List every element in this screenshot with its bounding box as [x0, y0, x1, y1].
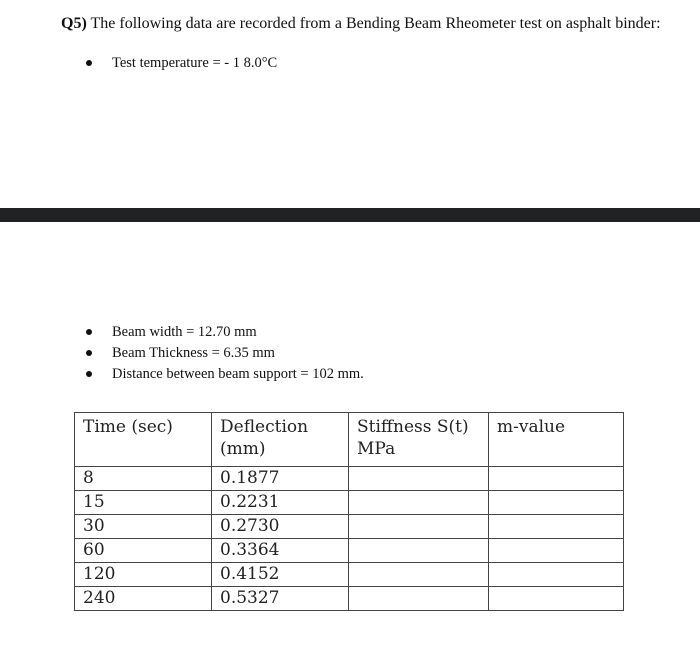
cell-time: 60 [75, 539, 212, 563]
cell-time: 120 [75, 563, 212, 587]
cell-deflection: 0.2231 [212, 491, 349, 515]
cell-deflection: 0.2730 [212, 515, 349, 539]
cell-stiffness [349, 491, 489, 515]
cell-time: 240 [75, 587, 212, 611]
table-row [75, 563, 624, 587]
cell-m-value [489, 491, 624, 515]
list-item: Beam Thickness = 6.35 mm [86, 343, 364, 364]
cell-m-value [489, 515, 624, 539]
list-item: Test temperature = - 1 8.0°C [86, 52, 277, 74]
question-text: The following data are recorded from a Bending Beam Rheometer test on asphalt binder: [90, 15, 661, 32]
cell-deflection: 0.1877 [212, 467, 349, 491]
question-number: Q5) [61, 15, 87, 32]
cell-stiffness [349, 587, 489, 611]
cell-time: 15 [75, 491, 212, 515]
list-item: Beam width = 12.70 mm [86, 322, 364, 343]
cell-deflection: 0.4152 [212, 563, 349, 587]
table-row [75, 587, 624, 611]
question-heading [61, 15, 661, 33]
cell-m-value [489, 467, 624, 491]
table-row [75, 539, 624, 563]
header-stiffness: Stiffness S(t) MPa [349, 413, 489, 467]
cell-deflection: 0.5327 [212, 587, 349, 611]
test-conditions-list [86, 52, 277, 74]
header-time: Time (sec) [75, 413, 212, 467]
cell-m-value [489, 587, 624, 611]
cell-m-value [489, 539, 624, 563]
table-row [75, 467, 624, 491]
bbr-data-table [74, 412, 624, 611]
header-deflection: Deflection (mm) [212, 413, 349, 467]
header-m-value: m-value [489, 413, 624, 467]
list-item: Distance between beam support = 102 mm. [86, 364, 364, 385]
cell-stiffness [349, 515, 489, 539]
cell-m-value [489, 563, 624, 587]
beam-dimensions-list [86, 322, 364, 385]
cell-stiffness [349, 563, 489, 587]
cell-deflection: 0.3364 [212, 539, 349, 563]
page-divider-bar [0, 208, 700, 222]
cell-time: 8 [75, 467, 212, 491]
cell-stiffness [349, 467, 489, 491]
table-row [75, 515, 624, 539]
cell-time: 30 [75, 515, 212, 539]
table-header-row [75, 413, 624, 467]
cell-stiffness [349, 539, 489, 563]
table-row [75, 491, 624, 515]
